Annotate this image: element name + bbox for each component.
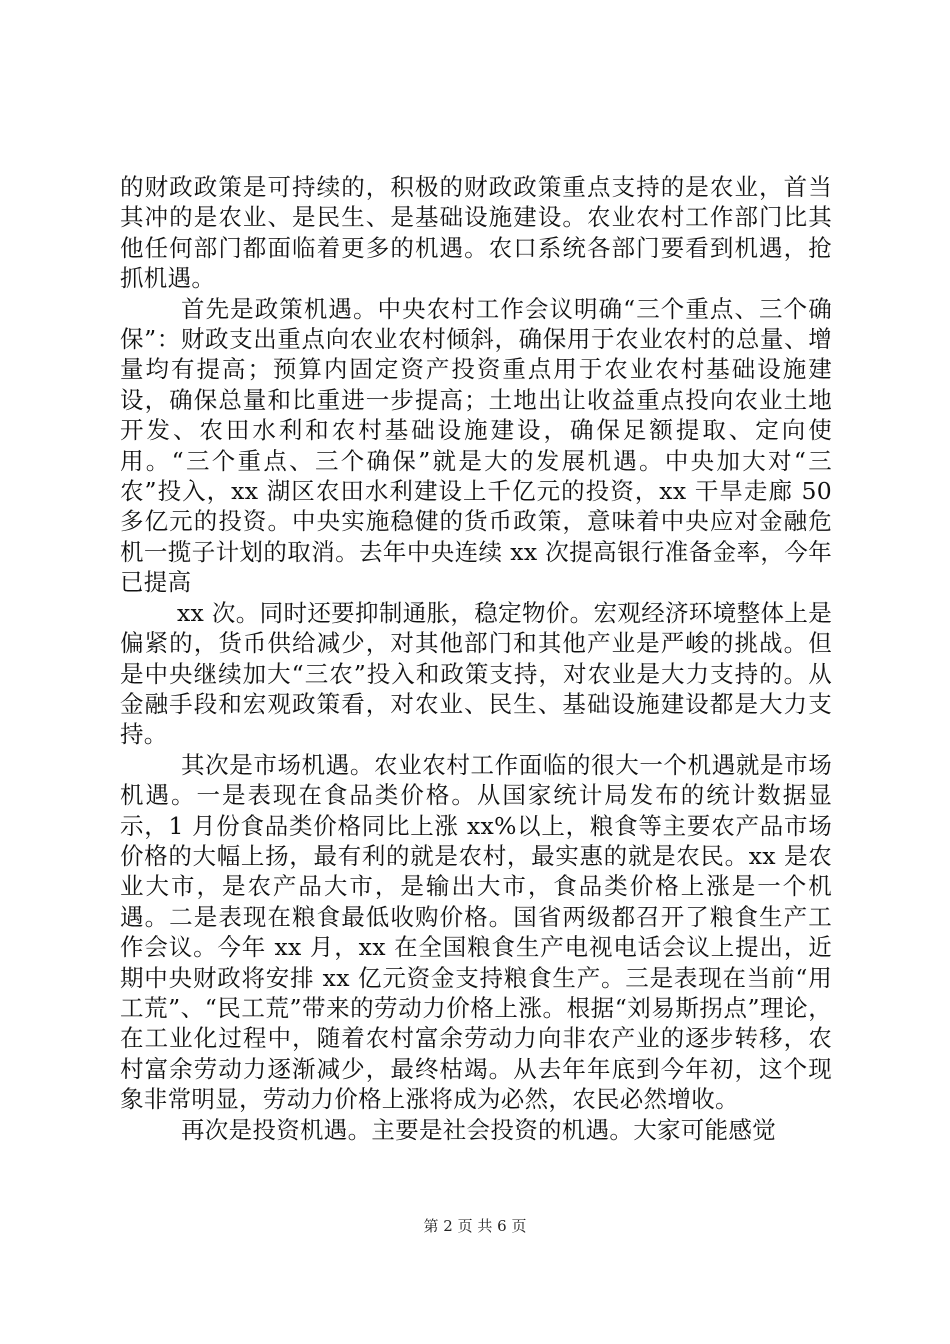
paragraph-investment-opportunity: 再次是投资机遇。主要是社会投资的机遇。大家可能感觉 <box>181 1115 776 1144</box>
page-number-footer: 第 2 页 共 6 页 <box>423 1217 527 1235</box>
document-body <box>120 172 832 1145</box>
paragraph-market-opportunity: 其次是市场机遇。农业农村工作面临的很大一个机遇就是市场机遇。一是表现在食品类价格。从国家统计局发布的统计数据显示，1 月份食品类价格同比上涨 xx%以上，粮食等主要农产品市场价格的大幅上扬，最有利的就是农村，最实惠的就是农民。xx 是农业大市，是农产品大市，是输出大市，食品类价格上涨是一个机遇。二是表现在粮食最低收购价格。国省两级都召开了粮食生产工作会议。今年 xx 月，xx 在全国粮食生产电视电话会议上提出，近期中央财政将安排 xx 亿元资金支持粮食生产。三是表现在当前“用工荒”、“民工荒”带来的劳动力价格上涨。根据“刘易斯拐点”理论，在工业化过程中，随着农村富余劳动力向非农产业的逐步转移，农村富余劳动力逐渐减少，最终枯竭。从去年年底到今年初，这个现象非常明显，劳动力价格上涨将成为必然，农民必然增收。 <box>120 750 832 1114</box>
paragraph-policy-continuation: xx 次。同时还要抑制通胀，稳定物价。宏观经济环境整体上是偏紧的，货币供给减少，对其他部门和其他产业是严峻的挑战。但是中央继续加大“三农”投入和政策支持，对农业是大力支持的。从金融手段和宏观政策看，对农业、民生、基础设施建设都是大力支持。 <box>120 598 832 749</box>
paragraph-continuation: 的财政政策是可持续的，积极的财政政策重点支持的是农业，首当其冲的是农业、是民生、是基础设施建设。农业农村工作部门比其他任何部门都面临着更多的机遇。农口系统各部门要看到机遇，抢抓机遇。 <box>120 173 832 293</box>
paragraph-policy-opportunity: 首先是政策机遇。中央农村工作会议明确“三个重点、三个确保”：财政支出重点向农业农村倾斜，确保用于农业农村的总量、增量均有提高；预算内固定资产投资重点用于农业农村基础设施建设，确保总量和比重进一步提高；土地出让收益重点投向农业土地开发、农田水利和农村基础设施建设，确保足额提取、定向使用。“三个重点、三个确保”就是大的发展机遇。中央加大对“三农”投入，xx 湖区农田水利建设上千亿元的投资，xx 干旱走廊 50 多亿元的投资。中央实施稳健的货币政策，意味着中央应对金融危机一揽子计划的取消。去年中央连续 xx 次提高银行准备金率，今年已提高 <box>120 294 832 597</box>
